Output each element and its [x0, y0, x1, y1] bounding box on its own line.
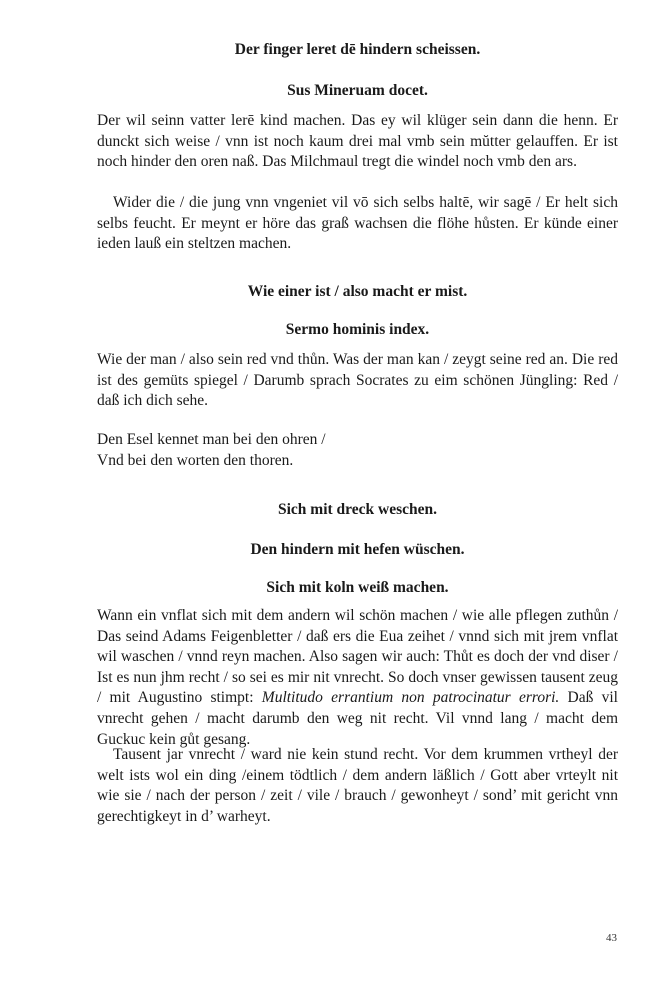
section-1-heading: Der finger leret dē hindern scheissen. [234, 41, 481, 58]
section-3-heading-1: Sich mit dreck weschen. [277, 501, 437, 518]
page-number: 43 [606, 932, 617, 944]
section-1-latin-heading: Sus Mineruam docet. [287, 82, 428, 99]
section-3-paragraph-2: Tausent jar vnrecht / ward nie kein stund recht. Vor dem krummen vrtheyl der welt ists wol ein ding /einem tödtlich / dem andern läßlich / Gott aber vrteylt nit wie sie / nach der person / zeit / vile / brauch / gewonheyt / sond’ mit gericht vnn gerechtigkeyt in d’ warheyt. [97, 746, 618, 825]
section-2-paragraph-1: Wie der man / also sein red vnd thůn. Was der man kan / zeygt seine red an. Die red ist des gemüts spiegel / Darumb sprach Socrates zu eim schönen Jüngling: Red / daß ich dich sehe. [97, 351, 618, 410]
section-2-heading: Wie einer ist / also macht er mist. [247, 283, 468, 300]
paragraph-text: Daß vil vnrecht gehen / macht darumb den weg nit recht. Vil vnnd lang / macht dem Guckuc kein gůt gesang. [97, 689, 618, 748]
section-3-heading-2: Den hindern mit hefen wüschen. [250, 541, 465, 558]
verse-line-2: Vnd bei den worten den thoren. [97, 451, 294, 469]
section-2-latin-heading: Sermo hominis index. [285, 321, 430, 338]
section-3-heading-3: Sich mit koln weiß machen. [266, 579, 449, 596]
verse-line-1: Den Esel kennet man bei den ohren / [97, 431, 326, 448]
paragraph-text: Wann ein vnflat sich mit dem andern wil schön machen / wie alle pflegen zuthůn / Das seind Adams Feigenbletter / daß ers die Eua zeihet / vnnd sich mit jrem vnflat wil waschen / vnnd reyn machen. Also sagen wir auch: Thůt es doch der vnd diser / Ist es nun jhm recht / so sei es mir nit vnrecht. So doch vnser gewissen tausent zeug / mit Augustino stimpt: [97, 607, 618, 707]
section-1-paragraph-1: Der wil seinn vatter lerē kind machen. Das ey wil klüger sein dann die henn. Er dunckt sich weise / vnn ist noch kaum drei mal vmb sein mŭtter gelauffen. Er ist noch hinder den oren naß. Das Milchmaul tregt die windel noch vmb den ars. [97, 112, 618, 171]
section-1-paragraph-2: Wider die / die jung vnn vngeniet vil vō sich selbs haltē, wir sagē / Er helt sich selbs feucht. Er meynt er höre das graß wachsen die flöhe hůsten. Er künde einer ieden lauß ein steltzen machen. [97, 194, 618, 253]
section-2-verse [97, 430, 618, 471]
latin-quote: Multitudo errantium non patrocinatur errori. [261, 689, 560, 707]
section-3-paragraph-1 [97, 606, 618, 750]
